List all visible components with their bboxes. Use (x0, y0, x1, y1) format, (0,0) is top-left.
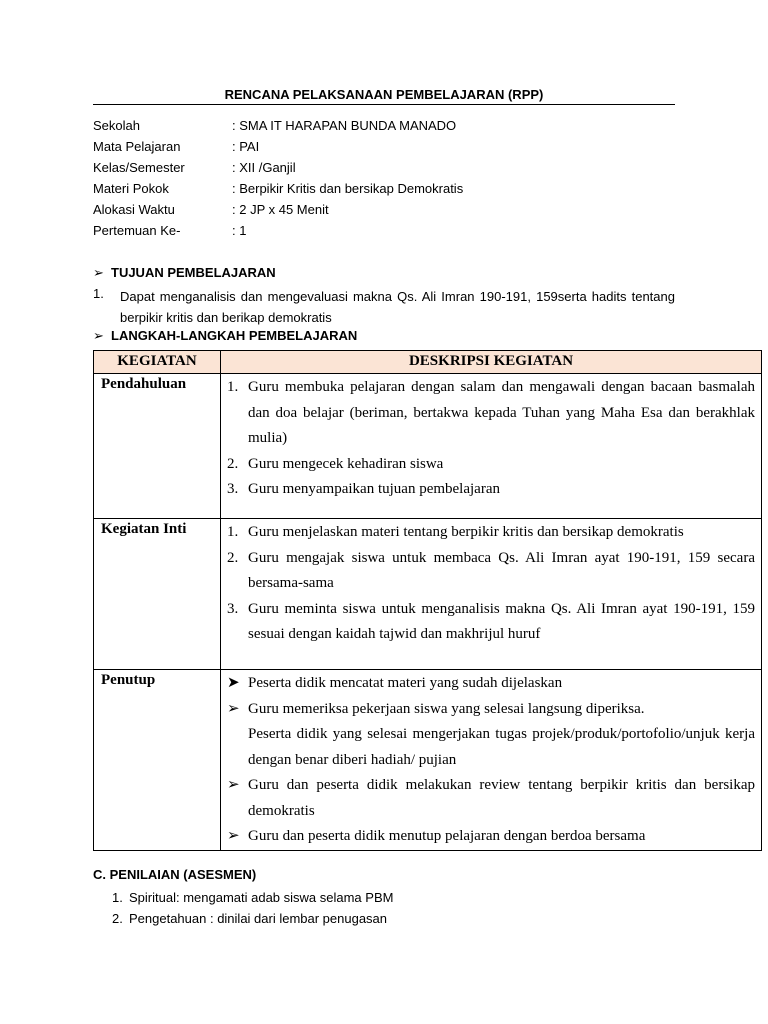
assessment-item (112, 890, 393, 905)
identity-value: : XII /Ganjil (232, 160, 296, 175)
identity-value: : 2 JP x 45 Menit (232, 202, 329, 217)
list-item-text: Guru dan peserta didik melakukan review tentang berpikir kritis dan bersikap demokratis (248, 777, 755, 819)
assessment-heading: C. PENILAIAN (ASESMEN) (93, 867, 257, 882)
assessment-text: Pengetahuan : dinilai dari lembar penugasan (129, 911, 388, 926)
assessment-number: 1. (112, 890, 123, 905)
title-divider (93, 104, 675, 105)
list-item (227, 824, 755, 850)
table-row (94, 374, 762, 519)
list-item (227, 477, 755, 503)
list-item-text: Guru dan peserta didik menutup pelajaran dengan berdoa bersama (248, 828, 646, 844)
steps-heading-text: LANGKAH-LANGKAH PEMBELAJARAN (111, 328, 358, 343)
objectives-heading-text: TUJUAN PEMBELAJARAN (111, 265, 276, 280)
list-marker: 3. (227, 600, 239, 617)
assessment-item (112, 911, 387, 926)
identity-label: Materi Pokok (93, 181, 169, 196)
list-item (227, 597, 755, 648)
column-header-activity: KEGIATAN (94, 351, 221, 374)
objective-text: Dapat menganalisis dan mengevaluasi makna Qs. Ali Imran 190-191, 159serta hadits tentang berpikir kritis dan berikap demokratis (120, 289, 675, 325)
table-header-row (94, 351, 762, 374)
list-item (227, 671, 755, 697)
phase-cell: Pendahuluan (94, 374, 221, 519)
description-cell (221, 519, 762, 670)
table-row (94, 519, 762, 670)
list-item-text: Guru menjelaskan materi tentang berpikir kritis dan bersikap demokratis (248, 524, 684, 540)
list-item (227, 546, 755, 597)
activity-list (227, 671, 755, 850)
list-item-text: Guru memeriksa pekerjaan siswa yang selesai langsung diperiksa. (248, 700, 645, 717)
identity-label: Mata Pelajaran (93, 139, 181, 154)
list-item (227, 375, 755, 452)
list-item-text: Guru mengecek kehadiran siswa (248, 455, 444, 472)
arrow-bullet-icon: ➢ (227, 828, 240, 844)
table-row (94, 670, 762, 851)
list-marker: 1. (227, 379, 239, 395)
column-header-description: DESKRIPSI KEGIATAN (221, 351, 762, 374)
list-marker: 3. (227, 481, 239, 497)
identity-label: Pertemuan Ke- (93, 223, 181, 238)
arrow-bullet-icon: ➢ (227, 777, 240, 793)
list-item-text: Guru menyampaikan tujuan pembelajaran (248, 481, 500, 497)
arrow-bullet-icon: ➢ (93, 328, 104, 343)
identity-value: : Berpikir Kritis dan bersikap Demokratis (232, 181, 464, 196)
list-item-text: Guru meminta siswa untuk menganalisis makna Qs. Ali Imran ayat 190-191, 159 sesuai dengan kaidah tajwid dan makhrijul huruf (248, 600, 755, 642)
description-cell (221, 374, 762, 519)
identity-label: Kelas/Semester (93, 160, 185, 175)
list-item-text: Peserta didik yang selesai mengerjakan tugas projek/produk/portofolio/unjuk kerja dengan benar diberi hadiah/ pujian (248, 726, 755, 768)
list-marker: 2. (227, 549, 239, 566)
description-cell (221, 670, 762, 851)
activities-table (93, 350, 762, 851)
list-marker: 1. (227, 524, 239, 540)
list-item (227, 452, 755, 478)
list-item (227, 697, 755, 723)
document-title: RENCANA PELAKSANAAN PEMBELAJARAN (RPP) (224, 87, 544, 102)
list-item (227, 520, 755, 546)
identity-value: : 1 (232, 223, 247, 238)
list-item-text: Peserta didik mencatat materi yang sudah dijelaskan (248, 675, 563, 691)
arrow-bullet-icon: ➢ (93, 265, 104, 280)
objectives-heading (93, 265, 276, 281)
list-item (227, 773, 755, 824)
identity-label: Alokasi Waktu (93, 202, 175, 217)
steps-heading (93, 328, 357, 344)
list-item-text: Guru mengajak siswa untuk membaca Qs. Ali Imran ayat 190-191, 159 secara bersama-sama (248, 549, 755, 591)
arrow-bullet-icon: ➤ (227, 675, 240, 691)
list-marker: 2. (227, 455, 239, 472)
assessment-text: Spiritual: mengamati adab siswa selama PBM (129, 890, 394, 905)
activity-list (227, 375, 755, 503)
arrow-bullet-icon: ➢ (227, 700, 240, 717)
identity-label: Sekolah (93, 118, 140, 133)
list-item (227, 722, 755, 773)
identity-value: : PAI (232, 139, 260, 154)
assessment-number: 2. (112, 911, 123, 926)
identity-value: : SMA IT HARAPAN BUNDA MANADO (232, 118, 457, 133)
objective-number: 1. (93, 286, 104, 301)
phase-cell: Kegiatan Inti (94, 519, 221, 670)
phase-cell: Penutup (94, 670, 221, 851)
list-item-text: Guru membuka pelajaran dengan salam dan mengawali dengan bacaan basmalah dan doa belajar (beriman, bertakwa kepada Tuhan yang Maha Esa dan berakhlak mulia) (248, 379, 755, 446)
activity-list (227, 520, 755, 648)
